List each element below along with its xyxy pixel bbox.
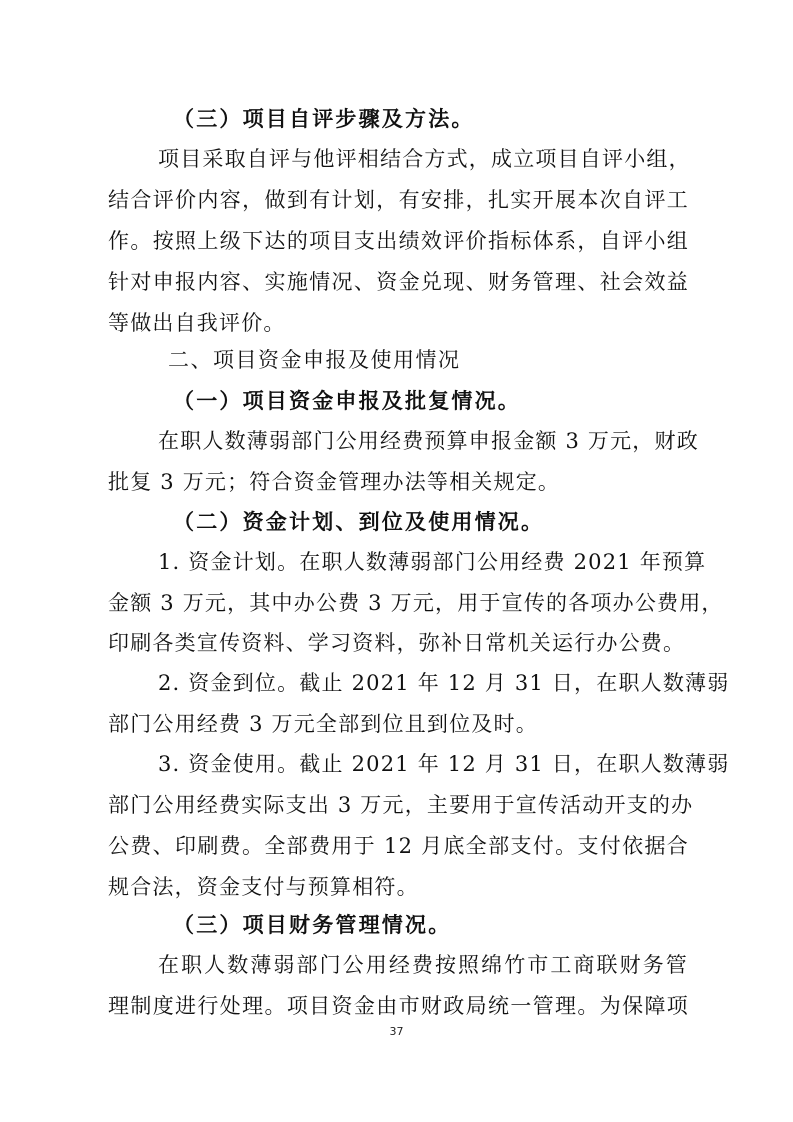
paragraph-line: 3. 资金使用。截止 2021 年 12 月 31 日，在职人数薄弱	[158, 752, 730, 776]
section-heading-self-evaluation-steps: （三）项目自评步骤及方法。	[173, 107, 475, 131]
paragraph-line: 理制度进行处理。项目资金由市财政局统一管理。为保障项	[108, 994, 689, 1018]
section-title-fund-declaration: 二、项目资金申报及使用情况	[168, 348, 461, 372]
paragraph-line: 部门公用经费 3 万元全部到位且到位及时。	[108, 712, 538, 736]
paragraph-line: 在职人数薄弱部门公用经费预算申报金额 3 万元，财政	[158, 429, 699, 453]
paragraph-line: 部门公用经费实际支出 3 万元，主要用于宣传活动开支的办	[108, 793, 694, 817]
subsection-heading-declaration-approval: （一）项目资金申报及批复情况。	[173, 389, 521, 413]
paragraph-line: 项目采取自评与他评相结合方式，成立项目自评小组，	[158, 147, 691, 171]
paragraph-line: 结合评价内容，做到有计划，有安排，扎实开展本次自评工	[108, 188, 689, 212]
paragraph-line: 印刷各类宣传资料、学习资料，弥补日常机关运行办公费。	[108, 631, 686, 655]
paragraph-line: 作。按照上级下达的项目支出绩效评价指标体系，自评小组	[108, 229, 689, 253]
paragraph-line: 公费、印刷费。全部费用于 12 月底全部支付。支付依据合	[108, 834, 689, 858]
subsection-heading-financial-management: （三）项目财务管理情况。	[173, 913, 452, 937]
paragraph-line: 2. 资金到位。截止 2021 年 12 月 31 日，在职人数薄弱	[158, 671, 730, 695]
paragraph-line: 针对申报内容、实施情况、资金兑现、财务管理、社会效益	[108, 270, 689, 294]
paragraph-line: 金额 3 万元，其中办公费 3 万元，用于宣传的各项办公费用，	[108, 591, 724, 615]
paragraph-line: 批复 3 万元；符合资金管理办法等相关规定。	[108, 470, 561, 494]
paragraph-line: 等做出自我评价。	[108, 311, 286, 335]
paragraph-line: 在职人数薄弱部门公用经费按照绵竹市工商联财务管	[158, 953, 688, 977]
paragraph-line: 1. 资金计划。在职人数薄弱部门公用经费 2021 年预算	[158, 550, 707, 574]
page-number: 37	[389, 1025, 404, 1038]
subsection-heading-fund-plan-usage: （二）资金计划、到位及使用情况。	[173, 510, 545, 534]
paragraph-line: 规合法，资金支付与预算相符。	[108, 875, 419, 899]
